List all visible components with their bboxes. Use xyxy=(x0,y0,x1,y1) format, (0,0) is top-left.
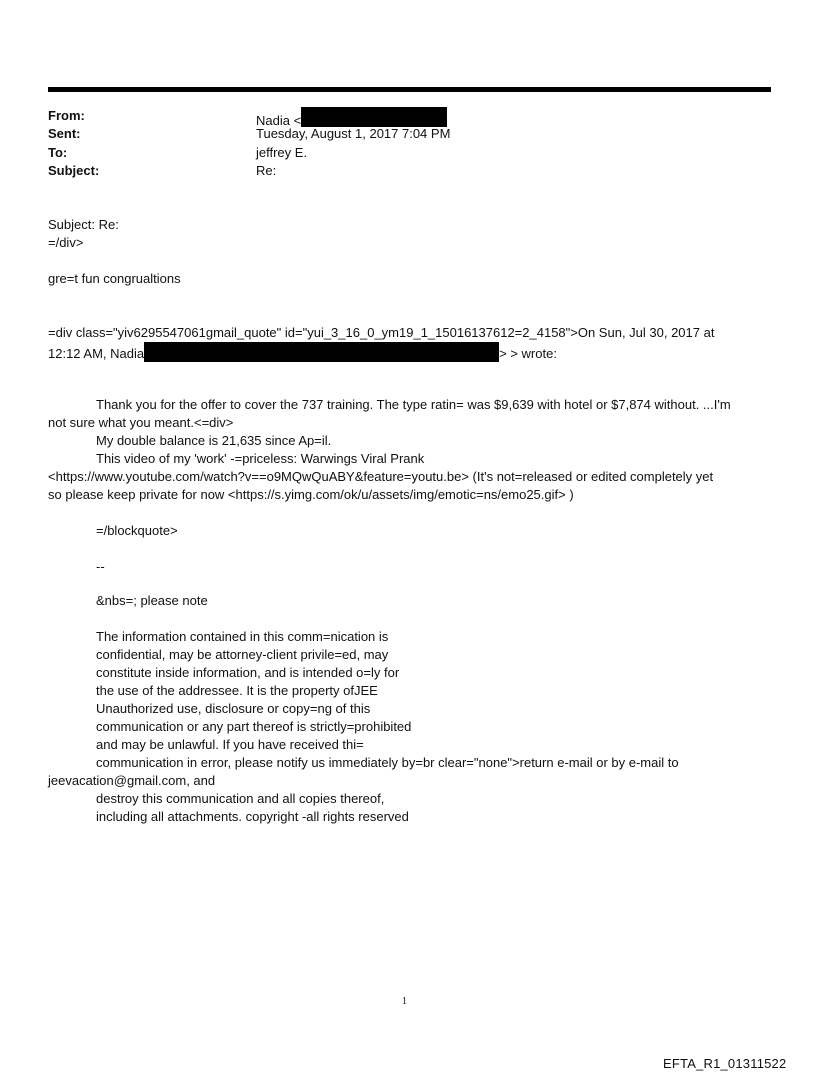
para3-line-1: This video of my 'work' -=priceless: Warwings Viral Prank xyxy=(96,451,425,466)
subject-label: Subject: xyxy=(48,163,100,178)
bates-number: EFTA_R1_01311522 xyxy=(663,1056,787,1071)
from-name: Nadia < xyxy=(256,113,302,128)
disclaimer-line: Unauthorized use, disclosure or copy=ng of this xyxy=(96,701,371,716)
disclaimer-line: communication or any part thereof is strictly=prohibited xyxy=(96,719,412,734)
quote-header-line-1: =div class="yiv6295547061gmail_quote" id="yui_3_16_0_ym19_1_15016137612=2_4158">On Sun, Jul 30, 2017 at xyxy=(48,325,715,340)
disclaimer-line: and may be unlawful. If you have received thi= xyxy=(96,737,364,752)
page-number: 1 xyxy=(402,996,407,1007)
disclaimer-line: The information contained in this comm=nication is xyxy=(96,629,389,644)
disclaimer-wrap-line: jeevacation@gmail.com, and xyxy=(48,773,216,788)
para1-line-1: Thank you for the offer to cover the 737 training. The type ratin= was $9,639 with hotel or $7,874 without. ...I'm xyxy=(96,397,731,412)
to-value: jeffrey E. xyxy=(256,145,308,160)
disclaimer-line: destroy this communication and all copies thereof, xyxy=(96,791,385,806)
greeting-text: gre=t fun congrualtions xyxy=(48,271,181,286)
to-label: To: xyxy=(48,145,68,160)
redaction-box xyxy=(144,342,499,362)
para3-line-2: <https://www.youtube.com/watch?v==o9MQwQuABY&feature=youtu.be> (It's not=released or edited completely yet xyxy=(48,469,714,484)
top-rule xyxy=(48,87,771,92)
body-subject-line: Subject: Re: xyxy=(48,217,119,232)
disclaimer-line: the use of the addressee. It is the property ofJEE xyxy=(96,683,378,698)
para1-line-2: not sure what you meant.<=div> xyxy=(48,415,234,430)
from-label: From: xyxy=(48,108,85,123)
redaction-box xyxy=(301,107,447,127)
blockquote-close-text: =/blockquote> xyxy=(96,523,178,538)
div-close-text: =/div> xyxy=(48,235,84,250)
quote-header-line-2 xyxy=(48,342,557,363)
sent-value: Tuesday, August 1, 2017 7:04 PM xyxy=(256,126,451,141)
para3-line-3: so please keep private for now <https://s.yimg.com/ok/u/assets/img/emotic=ns/emo25.gif> ) xyxy=(48,487,574,502)
quote-header-end: > > wrote: xyxy=(499,346,557,361)
sent-label: Sent: xyxy=(48,126,81,141)
please-note-text: &nbs=; please note xyxy=(96,593,208,608)
disclaimer-line: confidential, may be attorney-client privile=ed, may xyxy=(96,647,389,662)
subject-value: Re: xyxy=(256,163,277,178)
disclaimer-line: including all attachments. copyright -all rights reserved xyxy=(96,809,409,824)
para2-text: My double balance is 21,635 since Ap=il. xyxy=(96,433,332,448)
disclaimer-line: communication in error, please notify us immediately by=br clear="none">return e-mail or by e-mail to xyxy=(96,755,679,770)
signature-separator: -- xyxy=(96,559,105,574)
quote-header-start: 12:12 AM, Nadia xyxy=(48,346,145,361)
disclaimer-line: constitute inside information, and is intended o=ly for xyxy=(96,665,400,680)
